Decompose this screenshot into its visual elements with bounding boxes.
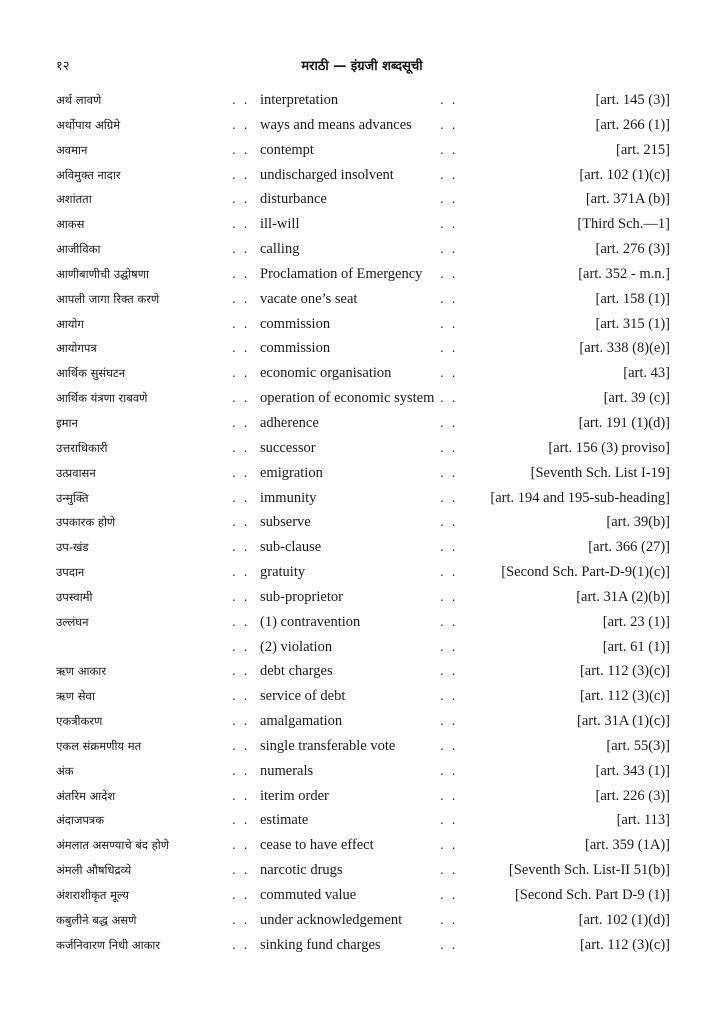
- glossary-row: [56, 610, 670, 635]
- leader-dots: . .: [440, 937, 458, 952]
- leader-dots: . .: [232, 614, 250, 629]
- english-term: commuted value: [260, 887, 357, 903]
- glossary-row: [56, 709, 670, 734]
- article-reference: [art. 102 (1)(c)]: [579, 166, 670, 183]
- article-reference: [Seventh Sch. List-II 51(b)]: [508, 862, 670, 879]
- glossary-row: [56, 411, 670, 436]
- english-term: ways and means advances: [260, 116, 412, 133]
- english-term: sinking fund charges: [260, 936, 381, 953]
- glossary-list: [56, 88, 670, 958]
- article-reference: [Second Sch. Part-D-9(1)(c)]: [501, 564, 670, 581]
- english-term: Proclamation of Emergency: [260, 265, 423, 282]
- leader-dots: . .: [440, 515, 458, 530]
- marathi-term: एकत्रीकरण: [56, 714, 103, 729]
- leader-dots: . .: [440, 540, 458, 555]
- article-reference: [art. 191 (1)(d)]: [578, 414, 670, 431]
- glossary-row: [56, 560, 670, 585]
- article-reference: [art. 194 and 195-sub-heading]: [490, 489, 670, 506]
- english-term: economic organisation: [260, 365, 392, 382]
- glossary-row: [56, 784, 670, 809]
- marathi-term: आपली जागा रिक्त करणे: [56, 291, 160, 306]
- glossary-row: [56, 833, 670, 858]
- english-term: immunity: [260, 489, 317, 506]
- article-reference: [Third Sch.—1]: [577, 216, 670, 233]
- leader-dots: . .: [232, 813, 250, 828]
- article-reference: [art. 352 - m.n.]: [578, 265, 670, 282]
- english-term: sub-proprietor: [260, 588, 343, 605]
- english-term: subserve: [260, 514, 311, 531]
- glossary-row: [56, 436, 670, 461]
- glossary-row: [56, 535, 670, 560]
- page-title: मराठी — इंग्रजी शब्दसूची: [301, 59, 423, 74]
- marathi-term: आर्थिक सुसंघटन: [56, 366, 126, 381]
- marathi-term: आयोगपत्र: [56, 341, 97, 356]
- glossary-row: [56, 88, 670, 113]
- leader-dots: . .: [232, 912, 250, 927]
- marathi-term: आणीबाणीची उद्घोषणा: [56, 266, 149, 281]
- article-reference: [art. 266 (1)]: [595, 116, 670, 133]
- leader-dots: . .: [232, 316, 250, 331]
- leader-dots: . .: [440, 639, 458, 654]
- english-term: adherence: [260, 414, 319, 431]
- english-term: commission: [260, 315, 331, 332]
- leader-dots: . .: [232, 242, 250, 257]
- article-reference: [art. 43]: [623, 365, 670, 382]
- english-term: debt charges: [260, 663, 333, 680]
- leader-dots: . .: [232, 291, 250, 306]
- article-reference: [art. 371A (b)]: [585, 191, 670, 208]
- leader-dots: . .: [440, 167, 458, 182]
- marathi-term: ऋण आकार: [56, 664, 107, 679]
- article-reference: [art. 55(3)]: [606, 737, 670, 754]
- leader-dots: . .: [440, 316, 458, 331]
- marathi-term: अंक: [56, 763, 74, 778]
- glossary-row: [56, 858, 670, 883]
- leader-dots: . .: [232, 440, 250, 455]
- article-reference: [art. 39(b)]: [606, 514, 670, 531]
- marathi-term: अविमुक्त नादार: [56, 167, 121, 182]
- glossary-row: [56, 659, 670, 684]
- english-term: gratuity: [260, 564, 306, 581]
- article-reference: [art. 366 (27)]: [588, 539, 670, 556]
- leader-dots: . .: [232, 341, 250, 356]
- leader-dots: . .: [440, 117, 458, 132]
- marathi-term: उपस्वामी: [56, 589, 93, 604]
- glossary-row: [56, 486, 670, 511]
- article-reference: [art. 112 (3)(c)]: [579, 936, 670, 953]
- leader-dots: . .: [440, 291, 458, 306]
- article-reference: [art. 156 (3) proviso]: [548, 439, 670, 456]
- glossary-row: [56, 187, 670, 212]
- leader-dots: . .: [232, 714, 250, 729]
- marathi-term: अर्थोपाय अग्रिमे: [56, 117, 121, 132]
- leader-dots: . .: [232, 142, 250, 157]
- marathi-term: आजीविका: [56, 242, 101, 257]
- glossary-row: [56, 361, 670, 386]
- english-term: calling: [260, 241, 300, 258]
- leader-dots: . .: [440, 366, 458, 381]
- leader-dots: . .: [232, 589, 250, 604]
- marathi-term: अंमलात असण्याचे बंद होणे: [56, 838, 170, 853]
- article-reference: [art. 359 (1A)]: [585, 837, 670, 854]
- leader-dots: . .: [232, 192, 250, 207]
- article-reference: [art. 112 (3)(c)]: [579, 688, 670, 705]
- leader-dots: . .: [232, 391, 250, 406]
- glossary-row: [56, 684, 670, 709]
- english-term: emigration: [260, 464, 323, 481]
- marathi-term: उत्प्रवासन: [56, 465, 96, 480]
- glossary-row: [56, 933, 670, 958]
- english-term: disturbance: [260, 191, 327, 208]
- article-reference: [art. 102 (1)(d)]: [578, 911, 670, 928]
- marathi-term: ऋण सेवा: [56, 689, 95, 704]
- article-reference: [art. 23 (1)]: [602, 613, 670, 630]
- article-reference: [art. 338 (8)(e)]: [579, 340, 670, 357]
- leader-dots: . .: [440, 242, 458, 257]
- leader-dots: . .: [232, 689, 250, 704]
- marathi-term: उन्मुक्ति: [56, 490, 89, 505]
- glossary-row: [56, 734, 670, 759]
- leader-dots: . .: [232, 838, 250, 853]
- leader-dots: . .: [232, 937, 250, 952]
- article-reference: [art. 145 (3)]: [595, 92, 670, 108]
- glossary-row: [56, 262, 670, 287]
- english-term: cease to have effect: [260, 837, 374, 854]
- article-reference: [art. 226 (3)]: [595, 787, 670, 804]
- glossary-row: [56, 163, 670, 188]
- marathi-term: उपदान: [56, 565, 85, 580]
- marathi-term: एकल संक्रमणीय मत: [56, 738, 142, 753]
- leader-dots: . .: [232, 266, 250, 281]
- marathi-term: आयोग: [56, 316, 84, 331]
- leader-dots: . .: [440, 838, 458, 853]
- marathi-term: अंतरिम आदेश: [56, 788, 116, 803]
- article-reference: [art. 215]: [616, 141, 670, 158]
- glossary-row: [56, 883, 670, 908]
- leader-dots: . .: [440, 266, 458, 281]
- english-term: vacate one’s seat: [260, 290, 358, 307]
- leader-dots: . .: [440, 192, 458, 207]
- leader-dots: . .: [232, 540, 250, 555]
- english-term: commission: [260, 340, 331, 357]
- leader-dots: . .: [440, 142, 458, 157]
- leader-dots: . .: [440, 341, 458, 356]
- glossary-row: [56, 759, 670, 784]
- leader-dots: . .: [232, 888, 250, 902]
- marathi-term: उपकारक होणे: [56, 515, 116, 530]
- leader-dots: . .: [232, 366, 250, 381]
- glossary-row: [56, 386, 670, 411]
- leader-dots: . .: [440, 714, 458, 729]
- leader-dots: . .: [440, 589, 458, 604]
- leader-dots: . .: [232, 490, 250, 505]
- leader-dots: . .: [232, 515, 250, 530]
- page-header: [56, 56, 668, 78]
- article-reference: [Second Sch. Part D-9 (1)]: [514, 887, 670, 903]
- leader-dots: . .: [440, 565, 458, 580]
- leader-dots: . .: [440, 217, 458, 232]
- leader-dots: . .: [232, 788, 250, 803]
- glossary-row: [56, 113, 670, 138]
- leader-dots: . .: [232, 93, 250, 107]
- glossary-row: [56, 635, 670, 660]
- leader-dots: . .: [232, 863, 250, 878]
- glossary-row: [56, 908, 670, 933]
- glossary-row: [56, 287, 670, 312]
- leader-dots: . .: [440, 93, 458, 107]
- leader-dots: . .: [440, 440, 458, 455]
- article-reference: [art. 61 (1)]: [602, 638, 670, 655]
- leader-dots: . .: [440, 415, 458, 430]
- english-term: estimate: [260, 812, 309, 829]
- marathi-term: अंमली औषधिद्रव्ये: [56, 863, 132, 878]
- article-reference: [art. 113]: [616, 812, 670, 829]
- english-term: (2) violation: [260, 638, 333, 655]
- marathi-term: कबुलीने बद्ध असणे: [56, 912, 137, 927]
- article-reference: [art. 112 (3)(c)]: [579, 663, 670, 680]
- glossary-row: [56, 808, 670, 833]
- glossary-row: [56, 336, 670, 361]
- english-term: numerals: [260, 762, 314, 779]
- marathi-term: अशांतता: [56, 192, 92, 207]
- article-reference: [art. 31A (2)(b)]: [576, 588, 670, 605]
- leader-dots: . .: [232, 217, 250, 232]
- english-term: ill-will: [260, 216, 300, 233]
- english-term: service of debt: [260, 688, 346, 705]
- leader-dots: . .: [440, 689, 458, 704]
- leader-dots: . .: [232, 167, 250, 182]
- article-reference: [art. 158 (1)]: [595, 290, 670, 307]
- leader-dots: . .: [232, 639, 250, 654]
- leader-dots: . .: [232, 664, 250, 679]
- article-reference: [Seventh Sch. List I-19]: [530, 464, 670, 481]
- glossary-row: [56, 212, 670, 237]
- leader-dots: . .: [440, 788, 458, 803]
- leader-dots: . .: [440, 465, 458, 480]
- leader-dots: . .: [440, 391, 458, 406]
- leader-dots: . .: [440, 664, 458, 679]
- marathi-term: कर्जनिवारण निधी आकार: [56, 937, 161, 952]
- marathi-term: उल्लंघन: [56, 614, 89, 629]
- glossary-row: [56, 312, 670, 337]
- marathi-term: इमान: [56, 415, 78, 430]
- leader-dots: . .: [440, 763, 458, 778]
- article-reference: [art. 343 (1)]: [595, 762, 670, 779]
- english-term: operation of economic system: [260, 390, 435, 407]
- english-term: single transferable vote: [260, 737, 396, 754]
- leader-dots: . .: [232, 763, 250, 778]
- leader-dots: . .: [440, 912, 458, 927]
- glossary-row: [56, 237, 670, 262]
- article-reference: [art. 39 (c)]: [603, 390, 670, 407]
- leader-dots: . .: [440, 738, 458, 753]
- english-term: (1) contravention: [260, 613, 361, 630]
- marathi-term: अंदाजपत्रक: [56, 813, 105, 828]
- english-term: sub-clause: [260, 539, 322, 556]
- english-term: amalgamation: [260, 713, 343, 730]
- english-term: under acknowledgement: [260, 911, 403, 928]
- marathi-term: अर्थ लावणे: [56, 93, 102, 107]
- leader-dots: . .: [440, 813, 458, 828]
- glossary-row: [56, 585, 670, 610]
- article-reference: [art. 315 (1)]: [595, 315, 670, 332]
- marathi-term: अंशराशीकृत मूल्य: [56, 888, 129, 902]
- page-number: १२: [56, 59, 70, 74]
- glossary-row: [56, 138, 670, 163]
- marathi-term: उप-खंड: [56, 540, 89, 555]
- english-term: interpretation: [260, 92, 339, 108]
- glossary-row: [56, 510, 670, 535]
- marathi-term: आर्थिक यंत्रणा राबवणे: [56, 391, 148, 406]
- leader-dots: . .: [232, 565, 250, 580]
- leader-dots: . .: [440, 863, 458, 878]
- article-reference: [art. 276 (3)]: [595, 241, 670, 258]
- english-term: successor: [260, 439, 316, 456]
- article-reference: [art. 31A (1)(c)]: [577, 713, 670, 730]
- english-term: narcotic drugs: [260, 862, 343, 879]
- english-term: undischarged insolvent: [260, 166, 394, 183]
- marathi-term: उत्तराधिकारी: [56, 440, 108, 455]
- marathi-term: आकस: [56, 217, 85, 232]
- leader-dots: . .: [232, 117, 250, 132]
- leader-dots: . .: [440, 614, 458, 629]
- marathi-term: अवमान: [56, 142, 88, 157]
- leader-dots: . .: [232, 738, 250, 753]
- english-term: iterim order: [260, 787, 329, 804]
- glossary-row: [56, 461, 670, 486]
- leader-dots: . .: [232, 415, 250, 430]
- leader-dots: . .: [232, 465, 250, 480]
- leader-dots: . .: [440, 888, 458, 902]
- leader-dots: . .: [440, 490, 458, 505]
- english-term: contempt: [260, 141, 314, 158]
